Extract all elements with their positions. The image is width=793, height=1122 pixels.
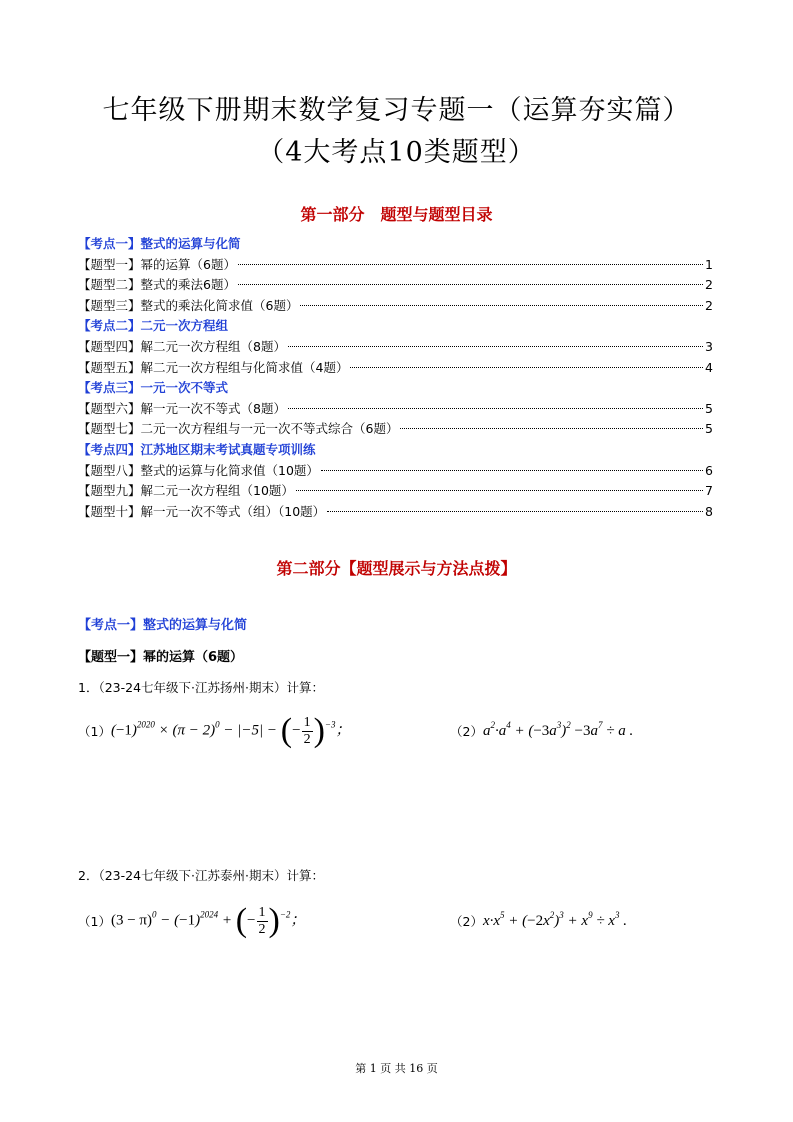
toc-entry-label: 【题型三】整式的乘法化简求值（6题）	[78, 297, 299, 313]
toc-page-number: 3	[705, 338, 713, 354]
page-footer: 第 1 页 共 16 页	[355, 1062, 438, 1075]
toc-leader-dots	[400, 428, 703, 429]
toc-leader-dots	[327, 511, 703, 512]
toc-page-number: 2	[705, 297, 713, 313]
toc-leader-dots	[296, 490, 703, 491]
toc-section-heading: 【考点一】整式的运算与化简	[78, 236, 241, 251]
toc-leader-dots	[300, 305, 703, 306]
sub-label: （1）	[78, 914, 111, 929]
sub-label: （2）	[450, 724, 483, 739]
toc-entry-label: 【题型九】解二元一次方程组（10题）	[78, 483, 294, 499]
table-of-contents	[78, 234, 713, 522]
toc-page-number: 2	[705, 277, 713, 293]
question-1-part-2	[450, 716, 633, 746]
toc-entry[interactable]	[78, 337, 713, 358]
question-1-text: 1．（23-24七年级下·江苏扬州·期末）计算：	[78, 680, 324, 695]
toc-leader-dots	[288, 408, 703, 409]
sub-label: （2）	[450, 914, 483, 929]
part1-heading: 第一部分 题型与题型目录	[300, 205, 493, 224]
toc-entry-label: 【题型十】解一元一次不等式（组）（10题）	[78, 503, 326, 519]
toc-entry[interactable]	[78, 481, 713, 502]
toc-page-number: 4	[705, 359, 713, 375]
math-expression: $(-1)^{2020} \times (\pi - 2)^0 - |-5|$ − (− $\frac{1}{2}$ )$^{-3}$；	[110, 712, 351, 749]
math-expression: $x\cdot x^5 + (-2x^2)^3 + x^9 \div x^3$ .	[482, 909, 627, 929]
sub-label: （1）	[78, 724, 111, 739]
toc-entry-label: 【题型二】整式的乘法6题）	[78, 277, 236, 293]
doc-subtitle: （4大考点10类题型）	[257, 137, 536, 168]
toc-entry[interactable]	[78, 419, 713, 440]
doc-title: 七年级下册期末数学复习专题一（运算夯实篇）	[102, 95, 691, 126]
part2-heading: 第二部分【题型展示与方法点拨】	[276, 559, 517, 578]
toc-page-number: 7	[705, 483, 713, 499]
question-2-part-1	[78, 896, 305, 946]
toc-section-heading: 【考点四】江苏地区期末考试真题专项训练	[78, 441, 316, 457]
toc-leader-dots	[321, 470, 703, 471]
question-1-part-1	[78, 706, 351, 756]
toc-entry[interactable]	[78, 275, 713, 296]
tixing-heading: 【题型一】幂的运算（6题）	[78, 650, 244, 665]
math-expression: $a^2\cdot a^4 + (-3a^3)^2 -3a^7 \div a$ .	[482, 719, 634, 739]
toc-section-heading: 【考点三】一元一次不等式	[78, 380, 229, 396]
toc-entry-label: 【题型八】整式的运算与化简求值（10题）	[78, 462, 319, 478]
toc-entry[interactable]	[78, 399, 713, 420]
toc-page-number: 1	[705, 256, 713, 272]
toc-entry[interactable]	[78, 255, 713, 276]
toc-leader-dots	[238, 284, 703, 285]
toc-page-number: 6	[705, 462, 713, 478]
toc-page-number: 5	[705, 421, 713, 437]
toc-leader-dots	[238, 264, 703, 265]
toc-entry[interactable]	[78, 296, 713, 317]
toc-page-number: 5	[705, 400, 713, 416]
toc-leader-dots	[288, 346, 703, 347]
toc-entry[interactable]	[78, 461, 713, 482]
toc-entry[interactable]	[78, 502, 713, 523]
toc-entry-label: 【题型六】解一元一次不等式（8题）	[78, 400, 286, 416]
math-expression: $(3 - \pi)^0 - (-1)^{2024}$ + (− $\frac{1}{2}$ )$^{-2}$；	[110, 902, 306, 939]
toc-entry-label: 【题型一】幂的运算（6题）	[78, 256, 236, 272]
question-2-text: 2．（23-24七年级下·江苏泰州·期末）计算：	[78, 868, 324, 883]
toc-page-number: 8	[705, 503, 713, 519]
question-2-part-2	[450, 906, 627, 936]
kaodian-heading: 【考点一】整式的运算与化简	[78, 618, 248, 633]
toc-entry-label: 【题型五】解二元一次方程组与化简求值（4题）	[78, 359, 349, 375]
toc-entry-label: 【题型四】解二元一次方程组（8题）	[78, 338, 286, 354]
toc-section-heading: 【考点二】二元一次方程组	[78, 318, 229, 334]
toc-leader-dots	[350, 367, 703, 368]
toc-entry-label: 【题型七】二元一次方程组与一元一次不等式综合（6题）	[78, 421, 399, 437]
toc-entry[interactable]	[78, 358, 713, 379]
